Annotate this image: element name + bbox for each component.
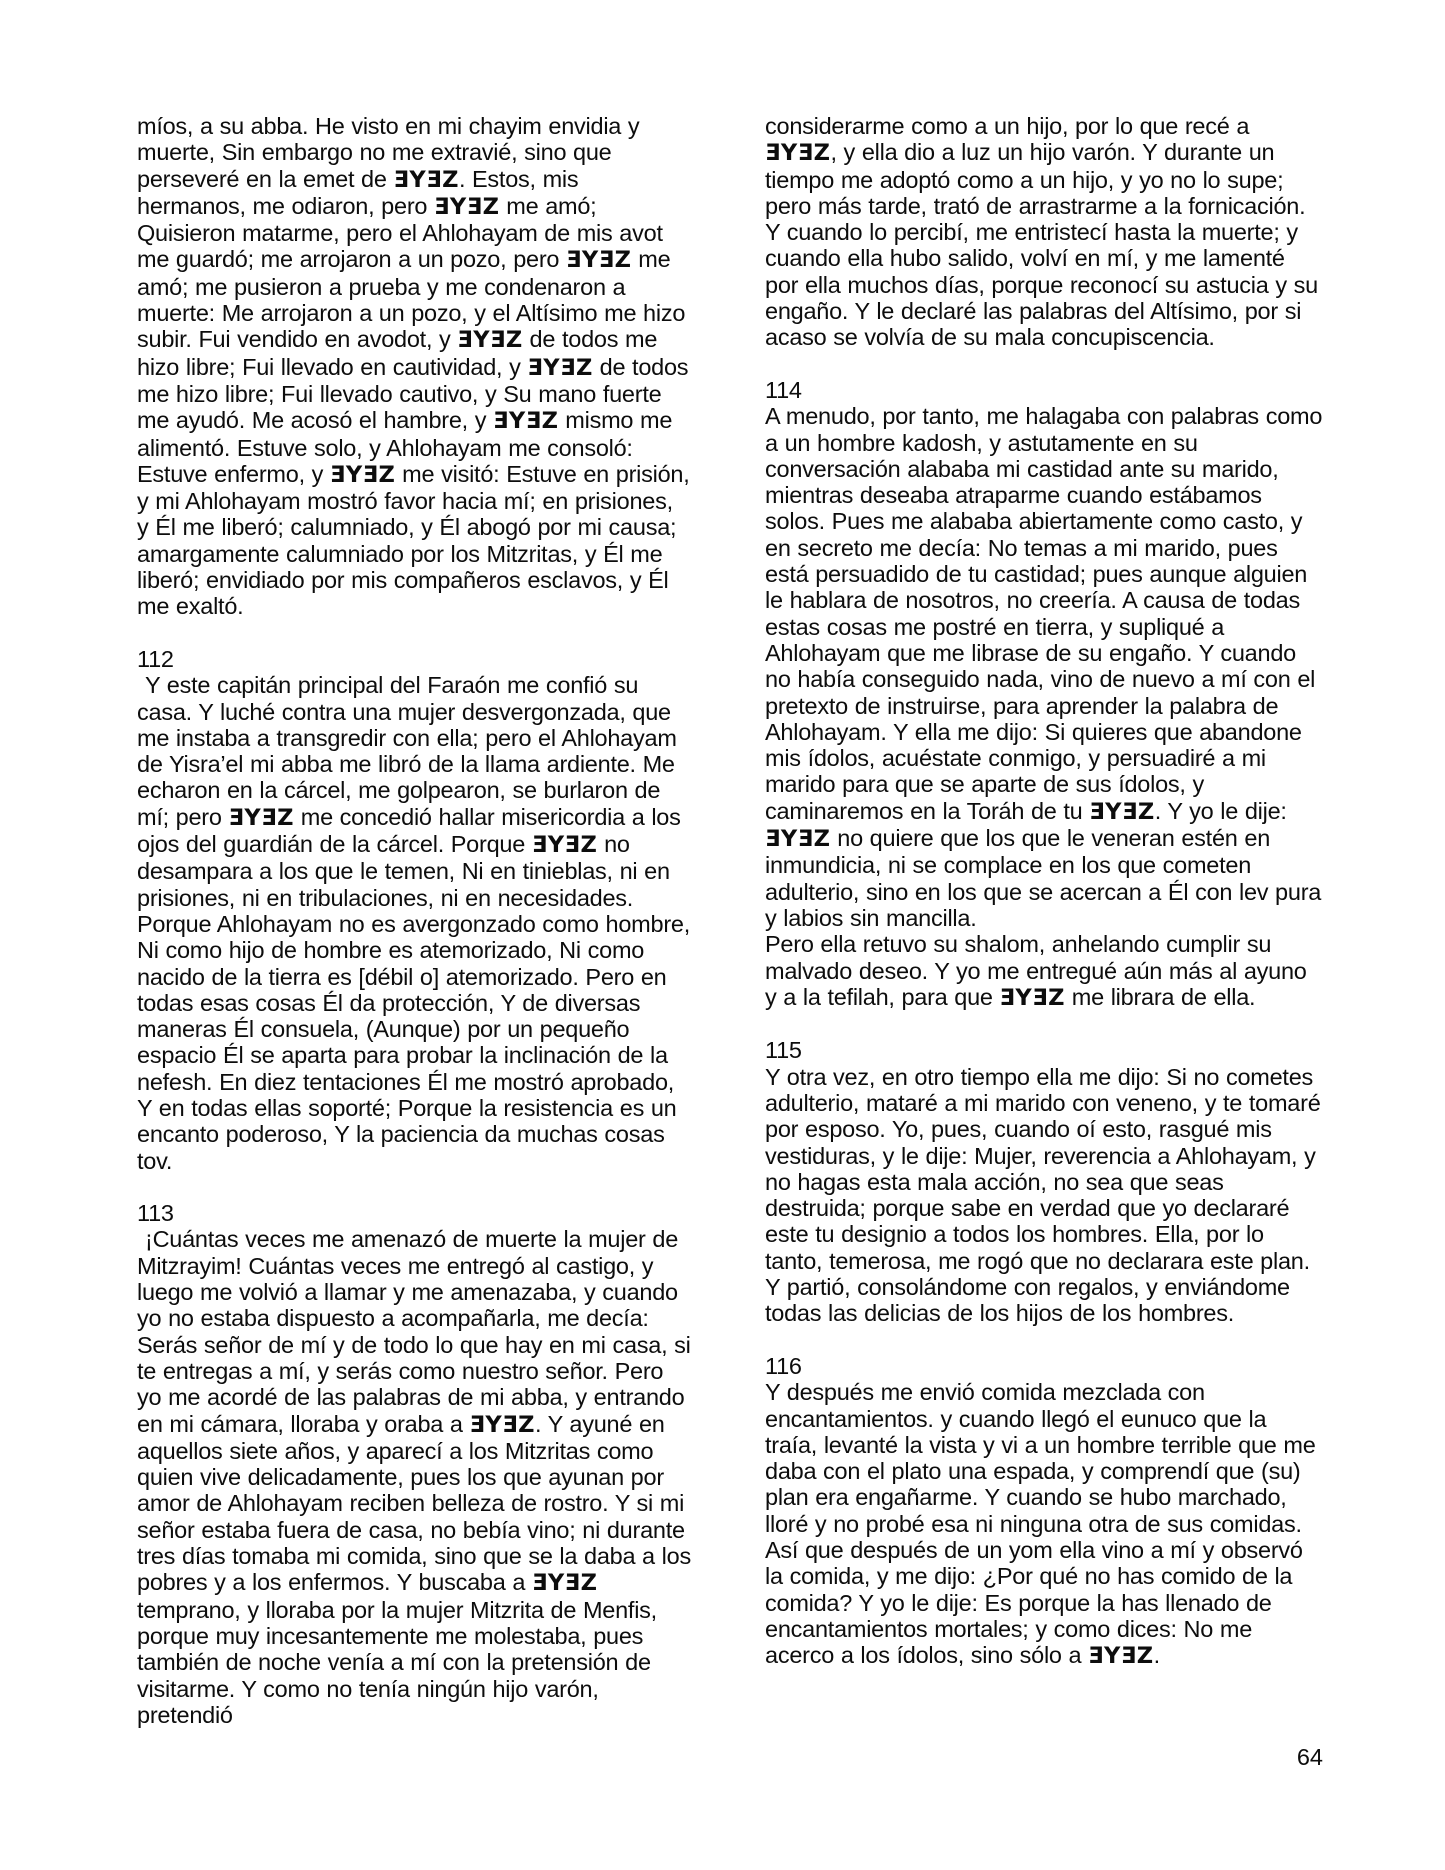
tetragrammaton-glyph: ƎYƎZ xyxy=(1089,798,1155,825)
section-number: 112 xyxy=(137,645,174,672)
tetragrammaton-glyph: ƎYƎZ xyxy=(228,804,294,831)
section-number: 115 xyxy=(765,1037,802,1064)
tetragrammaton-glyph: ƎYƎZ xyxy=(434,193,500,220)
tetragrammaton-glyph: ƎYƎZ xyxy=(457,327,523,354)
paragraph: ¡Cuántas veces me amenazó de muerte la mujer de Mitzrayim! Cuántas veces me entregó al castigo, y luego me volvió a llamar y me amenazaba, y cuando yo no estaba dispuesto a acompañarla, me decía: Serás señor de mí y de todo lo que hay en mi casa, si te entregas a mí, y serás como nuestro señor. Pero yo me acordé de las palabras de mi abba, y entrando en mi cámara, lloraba y oraba a ƎYƎZ. Y ayuné en aquellos siete años, y aparecí a los Mitzritas como quien vive delicadamente, pues los que ayunan por amor de Ahlohayam reciben belleza de rostro. Y si mi señor estaba fuera de casa, no bebía vino; ni durante tres días tomaba mi comida, sino que se la daba a los pobres y a los enfermos. Y buscaba a ƎYƎZ temprano, y lloraba por la mujer Mitzrita de Menfis, porque muy incesantemente me molestaba, pues también de noche venía a mí con la pretensión de visitarme. Y como no tenía ningún hijo varón, pretendió xyxy=(137,1226,691,1728)
section-number: 114 xyxy=(765,376,802,403)
tetragrammaton-glyph: ƎYƎZ xyxy=(469,1411,535,1438)
tetragrammaton-glyph: ƎYƎZ xyxy=(999,984,1065,1011)
tetragrammaton-glyph: ƎYƎZ xyxy=(493,408,559,435)
tetragrammaton-glyph: ƎYƎZ xyxy=(531,1570,598,1597)
tetragrammaton-glyph: ƎYƎZ xyxy=(566,247,632,274)
page-number: 64 xyxy=(1296,1744,1323,1770)
tetragrammaton-glyph: ƎYƎZ xyxy=(527,354,593,381)
tetragrammaton-glyph: ƎYƎZ xyxy=(765,826,831,853)
text-column-right xyxy=(765,113,1323,1670)
paragraph: considerarme como a un hijo, por lo que recé a ƎYƎZ, y ella dio a luz un hijo varón. Y durante un tiempo me adoptó como a un hijo, y yo no lo supe; pero más tarde, trató de arrastrarme a la fornicación. Y cuando lo percibí, me entristecí hasta la muerte; y cuando ella hubo salido, volví en mí, y me lamenté por ella muchos días, porque reconocí su astucia y su engaño. Y le declaré las palabras del Altísimo, por si acaso se volvía de su mala concupiscencia. xyxy=(765,113,1318,351)
tetragrammaton-glyph: ƎYƎZ xyxy=(765,140,831,167)
paragraph: Y este capitán principal del Faraón me confió su casa. Y luché contra una mujer desvergonzada, que me instaba a transgredir con ella; pero el Ahlohayam de Yisra’el mi abba me libró de la llama ardiente. Me echaron en la cárcel, me golpearon, se burlaron de mí; pero ƎYƎZ me concedió hallar misericordia a los ojos del guardián de la cárcel. Porque ƎYƎZ no desampara a los que le temen, Ni en tinieblas, ni en prisiones, ni en tribulaciones, ni en necesidades. Porque Ahlohayam no es avergonzado como hombre, Ni como hijo de hombre es atemorizado, Ni como nacido de la tierra es [débil o] atemorizado. Pero en todas esas cosas Él da protección, Y de diversas maneras Él consuela, (Aunque) por un pequeño espacio Él se aparta para probar la inclinación de la nefesh. En diez tentaciones Él me mostró aprobado, Y en todas ellas soporté; Porque la resistencia es un encanto poderoso, Y la paciencia da muchas cosas tov. xyxy=(137,672,690,1174)
section-number: 116 xyxy=(765,1352,802,1379)
tetragrammaton-glyph: ƎYƎZ xyxy=(329,461,396,488)
paragraph: míos, a su abba. He visto en mi chayim envidia y muerte, Sin embargo no me extravié, sino que perseveré en la emet de ƎYƎZ. Estos, mis hermanos, me odiaron, pero ƎYƎZ me amó; Quisieron matarme, pero el Ahlohayam de mis avot me guardó; me arrojaron a un pozo, pero ƎYƎZ me amó; me pusieron a prueba y me condenaron a muerte: Me arrojaron a un pozo, y el Altísimo me hizo subir. Fui vendido en avodot, y ƎYƎZ de todos me hizo libre; Fui llevado en cautividad, y ƎYƎZ de todos me hizo libre; Fui llevado cautivo, y Su mano fuerte me ayudó. Me acosó el hambre, y ƎYƎZ mismo me alimentó. Estuve solo, y Ahlohayam me consoló: Estuve enfermo, y ƎYƎZ me visitó: Estuve en prisión, y mi Ahlohayam mostró favor hacia mí; en prisiones, y Él me liberó; calumniado, y Él abogó por mi causa; amargamente calumniado por los Mitzritas, y Él me liberó; envidiado por mis compañeros esclavos, y Él me exaltó. xyxy=(137,113,690,620)
paragraph: A menudo, por tanto, me halagaba con palabras como a un hombre kadosh, y astutamente en su conversación alababa mi castidad ante su marido, mientras deseaba atraparme cuando estábamos solos. Pues me alababa abiertamente como casto, y en secreto me decía: No temas a mi marido, pues está persuadido de tu castidad; pues aunque alguien le hablara de nosotros, no creería. A causa de todas estas cosas me postré en tierra, y supliqué a Ahlohayam que me librase de su engaño. Y cuando no había conseguido nada, vino de nuevo a mí con el pretexto de instruirse, para aprender la palabra de Ahlohayam. Y ella me dijo: Si quieres que abandone mis ídolos, acuéstate conmigo, y persuadiré a mi marido para que se aparte de sus ídolos, y caminaremos en la Toráh de tu ƎYƎZ. Y yo le dije: ƎYƎZ no quiere que los que le veneran estén en inmundicia, ni se complace en los que cometen adulterio, sino en los que se acercan a Él con lev pura y labios sin mancilla. xyxy=(765,403,1323,931)
section-number: 113 xyxy=(137,1200,174,1227)
paragraph: Pero ella retuvo su shalom, anhelando cumplir su malvado deseo. Y yo me entregué aún más al ayuno y a la tefilah, para que ƎYƎZ me librara de ella. xyxy=(765,931,1307,1011)
paragraph: Y después me envió comida mezclada con encantamientos. y cuando llegó el eunuco que la traía, levanté la vista y vi a un hombre terrible que me daba con el plato una espada, y comprendí que (su) plan era engañarme. Y cuando se hubo marchado, lloré y no probé esa ni ninguna otra de sus comidas. Así que después de un yom ella vino a mí y observó la comida, y me dijo: ¿Por qué no has comido de la comida? Y yo le dije: Es porque la has llenado de encantamientos mortales; y como dices: No me acerco a los ídolos, sino sólo a ƎYƎZ. xyxy=(765,1379,1316,1670)
tetragrammaton-glyph: ƎYƎZ xyxy=(1088,1643,1154,1670)
text-column-left xyxy=(137,113,691,1728)
paragraph: Y otra vez, en otro tiempo ella me dijo: Si no cometes adulterio, mataré a mi marido con veneno, y te tomaré por esposo. Yo, pues, cuando oí esto, rasgué mis vestiduras, y le dije: Mujer, reverencia a Ahlohayam, y no hagas esta mala acción, no sea que seas destruida; porque sabe en verdad que yo declararé este tu designio a todos los hombres. Ella, por lo tanto, temerosa, me rogó que no declarara este plan. Y partió, consolándome con regalos, y enviándome todas las delicias de los hijos de los hombres. xyxy=(765,1063,1321,1327)
tetragrammaton-glyph: ƎYƎZ xyxy=(393,166,459,193)
tetragrammaton-glyph: ƎYƎZ xyxy=(531,832,598,859)
